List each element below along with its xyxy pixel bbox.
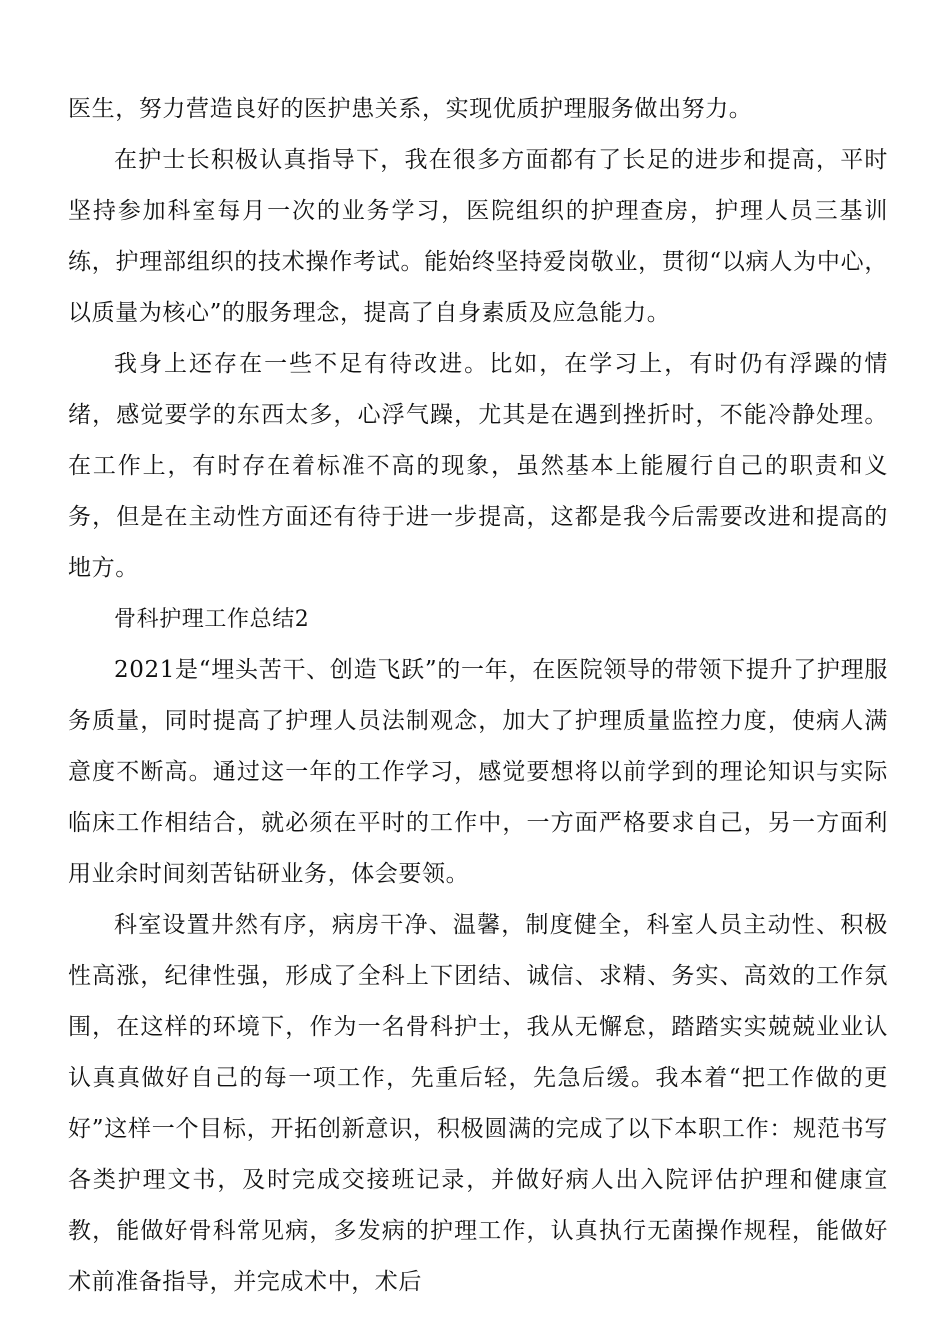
paragraph-4: 2021是“埋头苦干、创造飞跃”的一年，在医院领导的带领下提升了护理服务质量，同时提高了护理人员法制观念，加大了护理质量监控力度，使病人满意度不断高。通过这一年的工作学习，感觉要想将以前学到的理论知识与实际临床工作相结合，就必须在平时的工作中，一方面严格要求自己，另一方面利用业余时间刻苦钻研业务，体会要领。 — [68, 657, 888, 887]
paragraph-3: 我身上还存在一些不足有待改进。比如，在学习上，有时仍有浮躁的情绪，感觉要学的东西太多，心浮气躁，尤其是在遇到挫折时，不能冷静处理。在工作上，有时存在着标准不高的现象，虽然基本上能履行自己的职责和义务，但是在主动性方面还有待于进一步提高，这都是我今后需要改进和提高的地方。 — [68, 351, 888, 581]
paragraph-5: 科室设置井然有序，病房干净、温馨，制度健全，科室人员主动性、积极性高涨，纪律性强，形成了全科上下团结、诚信、求精、务实、高效的工作氛围，在这样的环境下，作为一名骨科护士，我从无懈怠，踏踏实实兢兢业业认认真真做好自己的每一项工作，先重后轻，先急后缓。我本着“把工作做的更好”这样一个目标，开拓创新意识，积极圆满的完成了以下本职工作：规范书写各类护理文书，及时完成交接班记录，并做好病人出入院评估护理和健康宣教，能做好骨科常见病，多发病的护理工作，认真执行无菌操作规程，能做好术前准备指导，并完成术中，术后 — [68, 912, 888, 1295]
paragraph-1: 医生，努力营造良好的医护患关系，实现优质护理服务做出努力。 — [68, 96, 753, 122]
document-page — [68, 84, 888, 1308]
section-heading: 骨科护理工作总结2 — [114, 607, 310, 632]
paragraph-2: 在护士长积极认真指导下，我在很多方面都有了长足的进步和提高，平时坚持参加科室每月一次的业务学习，医院组织的护理查房，护理人员三基训练，护理部组织的技术操作考试。能始终坚持爱岗敬业，贯彻“以病人为中心，以质量为核心”的服务理念，提高了自身素质及应急能力。 — [68, 147, 888, 326]
